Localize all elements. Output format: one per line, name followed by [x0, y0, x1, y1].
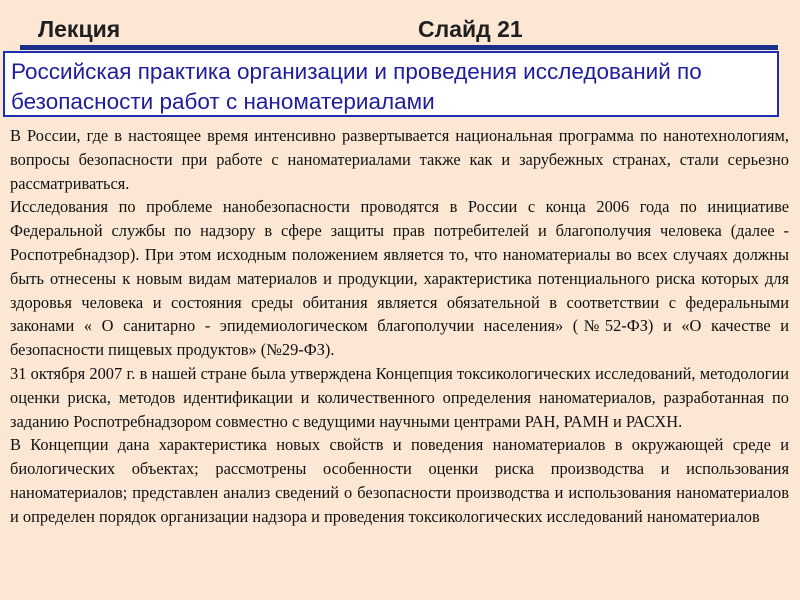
paragraph-3: 31 октября 2007 г. в нашей стране была утверждена Концепция токсикологических исследований, методологии оценки риска, методов идентификации и количественного определения наноматериалов, разработанная по заданию Роспотребнадзором совместно с ведущими научными центрами РАН, РАМН и РАСХН.	[10, 363, 789, 431]
slide-number-label: Слайд 21	[418, 16, 523, 42]
slide-header	[0, 0, 800, 46]
paragraph-1: В России, где в настоящее время интенсивно развертывается национальная программа по нанотехнологиям, вопросы безопасности при работе с наноматериалами также как и зарубежных странах, стали серьезно рассматриваться.	[10, 126, 789, 193]
header-divider	[20, 45, 778, 50]
lecture-label: Лекция	[38, 16, 121, 42]
slide-body	[10, 124, 789, 529]
paragraph-2: Исследования по проблеме нанобезопасности проводятся в России с конца 2006 года по инициативе Федеральной службы по надзору в сфере защиты прав потребителей и благополучия человека (далее - Роспотребнадзор). При этом исходным положением является то, что наноматериалы во всех случаях должны быть отнесены к новым видам материалов и продукции, характеристика потенциального риска которых для здоровья человека и состояния среды обитания является обязательной в соответствии с федеральными законами « О санитарно - эпидемиологическом благополучии населения» (№52-ФЗ) и «О качестве и безопасности пищевых продуктов» (№29-ФЗ).	[10, 197, 789, 360]
slide-title: Российская практика организации и проведения исследований по безопасности работ с наноматериалами	[3, 51, 779, 117]
paragraph-4: В Концепции дана характеристика новых свойств и поведения наноматериалов в окружающей среде и биологических объектах; рассмотрены особенности оценки риска производства и использования наноматериалов; представлен анализ сведений о безопасности производства и использования наноматериалов и определен порядок организации надзора и проведения токсикологических исследований наноматериалов	[10, 435, 789, 526]
